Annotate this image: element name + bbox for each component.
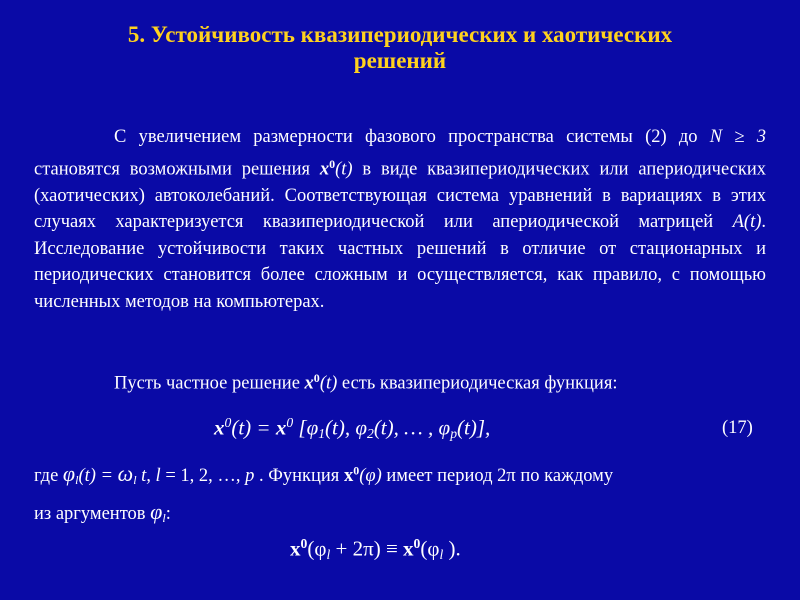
per-sup0: 0: [300, 536, 308, 551]
per-d: ).: [443, 536, 461, 561]
where-l: l: [150, 466, 161, 486]
where-function: . Функция: [254, 466, 344, 486]
where-x-sup: 0: [353, 463, 360, 478]
eq17-sup1: 0: [286, 415, 294, 430]
p1-text-4: . Исследование устойчивости таких частных решений в отличие от стационарных и периодических становится более сложным и осуществляется, как правило, с помощью численных методов на компьютерах.: [34, 212, 766, 312]
where-phi-sub: l: [75, 473, 79, 487]
args-line: [34, 499, 171, 526]
where-x: x: [343, 466, 354, 486]
title-line-1: 5. Устойчивость квазипериодических и хаотических: [127, 22, 673, 47]
eq17-sub2: 2: [366, 425, 374, 441]
args-phi: φ: [150, 499, 163, 524]
per-sup1: 0: [413, 536, 421, 551]
p2-x: x: [304, 373, 314, 394]
eq17-subp: p: [450, 425, 458, 441]
where-text: где: [34, 466, 63, 486]
equation-number: (17): [722, 418, 753, 438]
per-x: x: [290, 536, 301, 561]
p1-matrix: A(t): [732, 212, 762, 233]
eq17-open: [φ: [293, 415, 319, 440]
eq17-t: (t) =: [231, 415, 276, 440]
title-line-2: решений: [353, 48, 447, 73]
paragraph-1: [34, 124, 766, 315]
per-subl2: l: [439, 546, 444, 562]
where-omega: ω: [117, 461, 134, 486]
eq17-x2: x: [275, 415, 287, 440]
p1-text-3: в виде квазипериодических или апериодических (хаотических) автоколебаний. Соответствующая система уравнений в вариациях в этих случаях характеризуется квазипериодической или апериодической матрицей: [34, 159, 766, 233]
eq17-close: (t)],: [457, 415, 491, 440]
p2-text-1: Пусть частное решение: [114, 373, 305, 394]
paragraph-2: [114, 371, 617, 395]
per-b: + 2π) ≡: [330, 536, 404, 561]
where-x-arg: (φ): [359, 466, 382, 486]
periodicity-equation: [290, 536, 461, 563]
slide-title: [60, 22, 740, 74]
p2-t: (t): [319, 373, 338, 394]
p1-text-2: становятся возможными решения: [34, 159, 320, 180]
per-x2: x: [403, 536, 414, 561]
eq17-m2: (t), … , φ: [373, 415, 451, 440]
p1-x: x: [319, 159, 330, 180]
eq17-sup0: 0: [224, 415, 232, 430]
where-line: [34, 461, 613, 488]
p2-text-2: есть квазипериодическая функция:: [337, 373, 618, 394]
p1-sup: 0: [329, 156, 336, 171]
p1-t: (t): [335, 159, 353, 180]
eq17-x: x: [214, 415, 225, 440]
eq17-sub1: 1: [318, 425, 326, 441]
equation-17: [214, 415, 490, 442]
where-p: p: [245, 466, 255, 486]
where-t: t,: [136, 466, 151, 486]
p1-text-1: С увеличением размерности фазового пространства системы (2) до: [114, 127, 698, 147]
args-colon: :: [165, 504, 171, 524]
p2-sup: 0: [313, 371, 320, 385]
where-range: = 1, 2, …,: [160, 466, 246, 486]
per-subl: l: [326, 546, 331, 562]
args-text: из аргументов: [34, 504, 151, 524]
where-period: имеет период 2π по каждому: [381, 466, 614, 486]
where-phi: φ: [62, 461, 76, 486]
eq17-m1: (t), φ: [325, 415, 367, 440]
per-a: (φ: [307, 536, 327, 561]
args-sub: l: [162, 511, 166, 525]
where-omega-sub: l: [133, 473, 137, 487]
per-c: (φ: [420, 536, 440, 561]
p1-dimension: N ≥ 3: [709, 127, 766, 147]
where-eq: (t) =: [78, 466, 118, 486]
